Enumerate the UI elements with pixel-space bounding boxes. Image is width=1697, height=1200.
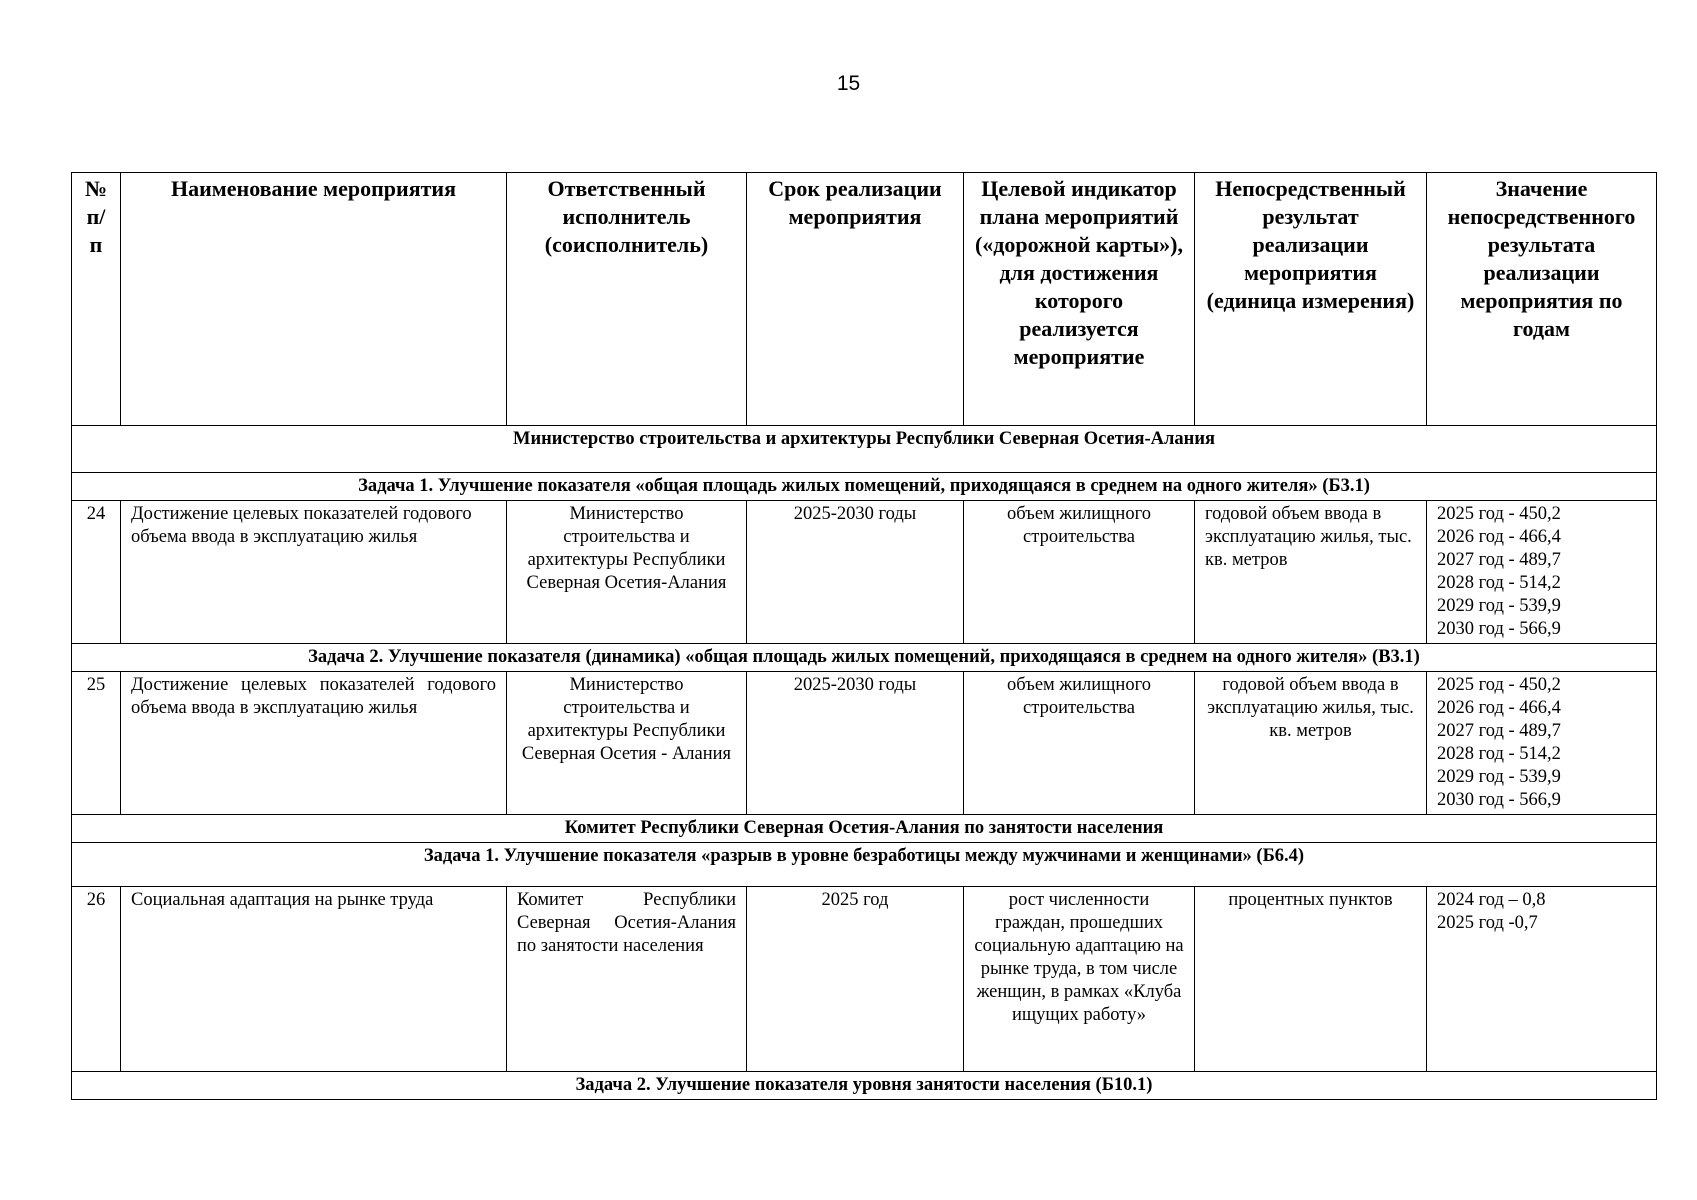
task-2-housing: Задача 2. Улучшение показателя (динамика) «общая площадь жилых помещений, приходящаяся в среднем на одного жителя» (В3.1): [72, 644, 1657, 672]
row-26-responsible: Комитет Республики Северная Осетия-Алания по занятости населения: [507, 887, 747, 1072]
header-responsible: Ответственный исполнитель (соисполнитель): [507, 173, 747, 426]
task-1-housing: Задача 1. Улучшение показателя «общая площадь жилых помещений, приходящаяся в среднем на одного жителя» (Б3.1): [72, 473, 1657, 501]
row-24-value: 2028 год - 514,2: [1437, 573, 1561, 593]
row-24-values: [1427, 501, 1657, 644]
row-25-values: [1427, 672, 1657, 815]
row-25-name: Достижение целевых показателей годового объема ввода в эксплуатацию жилья: [121, 672, 507, 815]
header-name: Наименование мероприятия: [121, 173, 507, 426]
row-26-num: 26: [72, 887, 121, 1072]
row-26-result: процентных пунктов: [1195, 887, 1427, 1072]
row-25-value: 2027 год - 489,7: [1437, 721, 1561, 741]
row-26-value: 2024 год – 0,8: [1437, 890, 1546, 910]
row-26-term: 2025 год: [747, 887, 964, 1072]
row-25-value: 2028 год - 514,2: [1437, 744, 1561, 764]
row-26-values: [1427, 887, 1657, 1072]
row-25-value: 2026 год - 466,4: [1437, 698, 1561, 718]
row-26-indicator: рост численности граждан, прошедших социальную адаптацию на рынке труда, в том числе женщин, в рамках «Клуба ищущих работу»: [964, 887, 1195, 1072]
table-row: [72, 501, 1657, 644]
task-1-employment: Задача 1. Улучшение показателя «разрыв в уровне безработицы между мужчинами и женщинами» (Б6.4): [72, 843, 1657, 887]
row-24-term: 2025-2030 годы: [747, 501, 964, 644]
row-24-num: 24: [72, 501, 121, 644]
row-25-result: годовой объем ввода в эксплуатацию жилья, тыс. кв. метров: [1195, 672, 1427, 815]
section-committee: Комитет Республики Северная Осетия-Алания по занятости населения: [72, 815, 1657, 843]
row-24-value: 2026 год - 466,4: [1437, 527, 1561, 547]
row-25-indicator: объем жилищного строительства: [964, 672, 1195, 815]
header-indicator: Целевой индикатор плана мероприятий («дорожной карты»), для достижения которого реализуется мероприятие: [964, 173, 1195, 426]
task-row: [72, 644, 1657, 672]
row-25-responsible: Министерство строительства и архитектуры Республики Северная Осетия - Алания: [507, 672, 747, 815]
row-24-responsible: Министерство строительства и архитектуры Республики Северная Осетия-Алания: [507, 501, 747, 644]
task-2-employment: Задача 2. Улучшение показателя уровня занятости населения (Б10.1): [72, 1072, 1657, 1100]
section-ministry: Министерство строительства и архитектуры Республики Северная Осетия-Алания: [72, 426, 1657, 473]
row-25-value: 2030 год - 566,9: [1437, 790, 1561, 810]
row-24-result: годовой объем ввода в эксплуатацию жилья, тыс. кв. метров: [1195, 501, 1427, 644]
row-25-value: 2025 год - 450,2: [1437, 675, 1561, 695]
header-term: Срок реализации мероприятия: [747, 173, 964, 426]
task-row: [72, 1072, 1657, 1100]
task-row: [72, 473, 1657, 501]
row-24-value: 2029 год - 539,9: [1437, 596, 1561, 616]
row-24-value: 2027 год - 489,7: [1437, 550, 1561, 570]
action-plan-table: [71, 172, 1657, 1100]
row-24-name: Достижение целевых показателей годового объема ввода в эксплуатацию жилья: [121, 501, 507, 644]
task-row: [72, 843, 1657, 887]
section-row: [72, 815, 1657, 843]
row-24-value: 2025 год - 450,2: [1437, 504, 1561, 524]
table-header-row: [72, 173, 1657, 426]
row-25-term: 2025-2030 годы: [747, 672, 964, 815]
header-result: Непосредственный результат реализации мероприятия (единица измерения): [1195, 173, 1427, 426]
row-24-indicator: объем жилищного строительства: [964, 501, 1195, 644]
row-25-value: 2029 год - 539,9: [1437, 767, 1561, 787]
table-row: [72, 672, 1657, 815]
header-value: Значение непосредственного результата реализации мероприятия по годам: [1427, 173, 1657, 426]
row-24-value: 2030 год - 566,9: [1437, 619, 1561, 639]
header-num: № п/п: [72, 173, 121, 426]
row-26-value: 2025 год -0,7: [1437, 913, 1538, 933]
row-26-name: Социальная адаптация на рынке труда: [121, 887, 507, 1072]
section-row: [72, 426, 1657, 473]
row-25-num: 25: [72, 672, 121, 815]
page-number: 15: [836, 72, 861, 95]
table-row: [72, 887, 1657, 1072]
